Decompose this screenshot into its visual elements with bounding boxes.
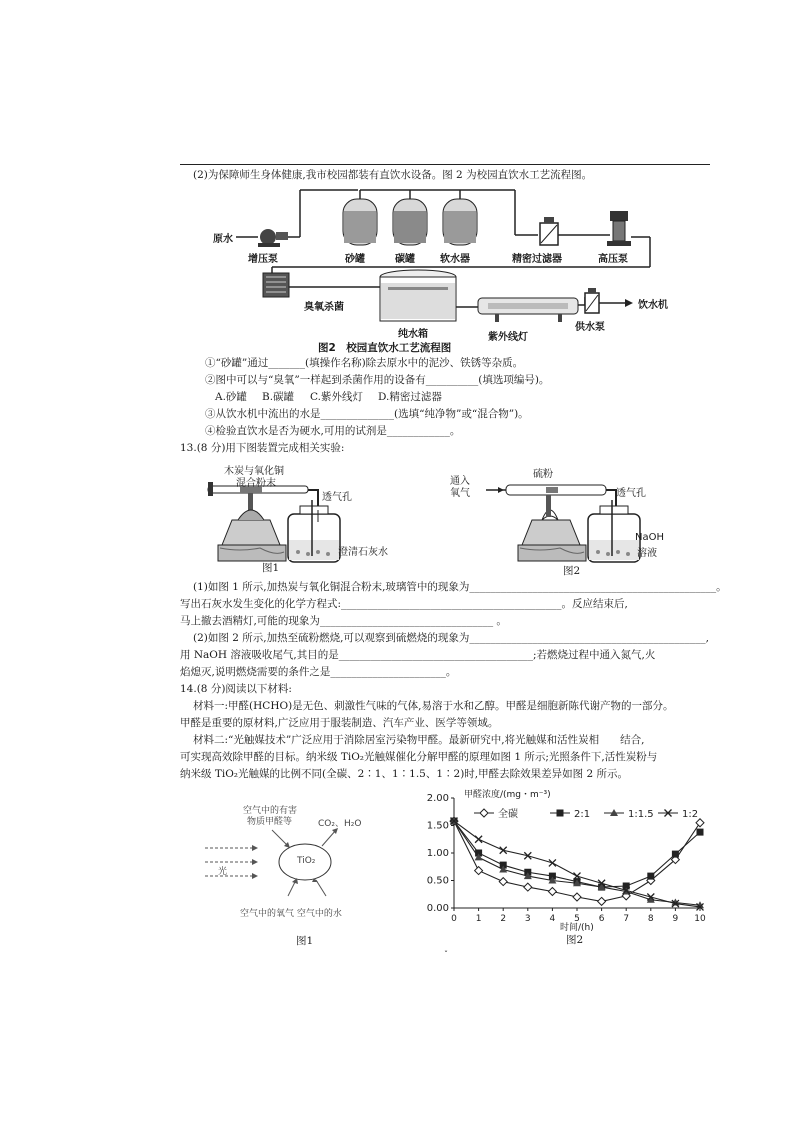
label-supply-pump: 供水泵 <box>575 322 605 333</box>
q14-m2b: 可实现高效除甲醛的目标。纳米级 TiO₂光触媒催化分解甲醛的原理如图 1 所示;光照条件下,活性炭粉与 <box>180 751 658 763</box>
fig1-label-limewater: 澄清石灰水 <box>338 547 388 558</box>
q12-option-d: D.精密过滤器 <box>378 391 442 403</box>
y-tick-label: 1.00 <box>426 848 449 859</box>
chart-caption: 图2 <box>566 934 584 946</box>
legend-label: 1:2 <box>682 809 699 820</box>
fig2-label-naoh: NaOH <box>635 532 664 543</box>
x-tick-label: 7 <box>623 914 630 924</box>
x-tick-label: 1 <box>475 914 482 924</box>
label-softener: 软水器 <box>440 254 470 265</box>
fig1-caption: 图1 <box>262 562 280 574</box>
q13-title: 13.(8 分)用下图装置完成相关实验: <box>180 442 345 454</box>
data-point-0 <box>499 878 507 886</box>
y-tick-label: 1.50 <box>426 820 449 832</box>
q13-p1a: (1)如图 1 所示,加热炭与氧化铜混合粉末,玻璃管中的现象为_______________________________________________。 <box>193 581 727 593</box>
data-point-0 <box>524 883 532 891</box>
fig1-top-label-1: 空气中的有害 <box>243 806 298 816</box>
y-tick-label: 0.50 <box>426 875 449 887</box>
chart-ylabel: 甲醛浓度/(mg・m⁻³) <box>464 790 551 800</box>
series-line-1 <box>454 821 700 887</box>
y-tick-label: 0.00 <box>426 903 449 914</box>
data-point-1 <box>647 873 654 880</box>
label-sand-tank: 砂罐 <box>345 254 365 265</box>
data-point-1 <box>672 851 679 858</box>
label-high-pressure-pump: 高压泵 <box>598 254 628 265</box>
q12-sub1: ①“砂罐”通过_______(填操作名称)除去原水中的泥沙、铁锈等杂质。 <box>205 357 524 369</box>
fig2-caption: 图2 <box>563 565 581 577</box>
x-tick-label: 0 <box>451 914 457 924</box>
q13-p1b: 写出石灰水发生变化的化学方程式:__________________________________________。反应结束后, <box>180 598 628 610</box>
uv-lamp-icon <box>478 298 578 322</box>
legend-label: 1:1.5 <box>628 809 654 820</box>
legend-label: 全碳 <box>498 809 518 820</box>
fig2-label-in: 通入 <box>450 476 470 487</box>
q14-m1b: 甲醛是重要的原材料,广泛应用于服装制造、汽车产业、医学等领域。 <box>180 717 499 729</box>
softener-tank-icon <box>443 190 477 245</box>
q14-m1a: 材料一:甲醛(HCHO)是无色、刺激性气味的气体,易溶于水和乙醇。甲醛是细胞新陈代谢产物的一部分。 <box>193 700 674 712</box>
high-pressure-pump-icon <box>607 211 631 246</box>
q12-sub2: ②图中可以与“臭氧”一样起到杀菌作用的设备有__________(填选项编号)。 <box>205 374 550 386</box>
fig2-label-o2: 氧气 <box>450 488 470 499</box>
q12-option-c: C.紫外线灯 <box>310 391 363 403</box>
legend-marker <box>480 809 488 817</box>
fig1-top-label-2: 物质甲醛等 <box>247 817 293 827</box>
label-pure-tank: 纯水箱 <box>398 329 428 340</box>
data-point-1 <box>697 829 704 836</box>
q13-apparatus <box>200 460 740 580</box>
water-process-diagram <box>210 185 680 355</box>
q12-option-b: B.碳罐 <box>262 391 295 403</box>
fig1-label-mix: 木炭与氧化铜 <box>224 466 284 477</box>
fig2-label-solution: 溶液 <box>637 548 657 559</box>
data-point-0 <box>548 888 556 896</box>
q12-option-a: A.砂罐 <box>215 391 247 403</box>
q14-m2c: 纳米级 TiO₂光触媒的比例不同(全碳、2∶1、1∶1.5、1∶2)时,甲醛去除效果差异如图 2 所示。 <box>180 768 629 780</box>
ozone-sterilizer-icon <box>263 273 289 297</box>
fig2-label-sulfur: 硫粉 <box>533 469 553 480</box>
precision-filter-icon <box>540 217 558 245</box>
arrow-icon <box>625 299 633 307</box>
page-mark: ˇ <box>444 950 448 959</box>
q14-m2a: 材料二:“光触媒技术”广泛应用于消除居室污染物甲醛。最新研究中,将光触媒和活性炭相 结合, <box>193 734 645 746</box>
legend-label: 2:1 <box>574 809 591 820</box>
fig1-label-mix2: 混合粉末 <box>236 478 276 489</box>
x-tick-label: 10 <box>694 914 706 924</box>
q14-fig1-caption: 图1 <box>296 935 314 947</box>
q13-p2c: 焰熄灭,说明燃烧需要的条件之是______________________。 <box>180 666 457 678</box>
pure-water-tank-icon <box>380 270 456 321</box>
fig1-light: 光 <box>218 867 228 877</box>
q13-p2b: 用 NaOH 溶液吸收尾气,其目的是_____________________________________;若燃烧过程中通入氮气,火 <box>180 649 656 661</box>
x-tick-label: 2 <box>500 914 507 924</box>
data-point-0 <box>573 893 581 901</box>
label-carbon-tank: 碳罐 <box>395 254 415 265</box>
series-line-0 <box>454 821 700 901</box>
x-tick-label: 5 <box>574 914 580 924</box>
fig2-caption: 图2 校园直饮水工艺流程图 <box>318 342 452 354</box>
booster-pump-icon <box>258 229 288 247</box>
x-tick-label: 6 <box>598 914 605 924</box>
x-tick-label: 3 <box>524 914 531 924</box>
label-raw-water: 原水 <box>213 234 233 245</box>
fig1-products: CO₂、H₂O <box>318 819 362 829</box>
fig2-label-vent: 透气孔 <box>616 488 646 499</box>
sand-tank-icon <box>300 190 377 245</box>
y-tick-label: 2.00 <box>426 793 449 804</box>
fig1-apparatus <box>208 482 340 562</box>
q13-p1c: 马上撤去酒精灯,可能的现象为_________________________________ 。 <box>180 615 507 627</box>
q12-intro: (2)为保障师生身体健康,我市校园都装有直饮水设备。图 2 为校园直饮水工艺流程图。 <box>193 169 593 181</box>
q12-sub4: ④检验直饮水是否为硬水,可用的试剂是____________。 <box>205 425 461 437</box>
label-ozone: 臭氧杀菌 <box>304 302 344 313</box>
supply-pump-icon <box>585 288 599 313</box>
q14-title: 14.(8 分)阅读以下材料: <box>180 683 292 695</box>
legend-marker <box>557 810 564 817</box>
label-dispenser: 饮水机 <box>638 300 668 311</box>
data-point-0 <box>598 897 606 905</box>
fig1-label-vent: 透气孔 <box>322 492 352 503</box>
label-precision-filter: 精密过滤器 <box>512 254 562 265</box>
fig1-bottom-label: 空气中的氧气 空气中的水 <box>240 909 342 919</box>
x-tick-label: 9 <box>672 914 679 924</box>
carbon-tank-icon <box>393 190 427 245</box>
label-booster-pump: 增压泵 <box>248 254 278 265</box>
label-uv-lamp: 紫外线灯 <box>488 332 528 343</box>
q13-p2a: (2)如图 2 所示,加热至硫粉燃烧,可以观察到硫燃烧的现象为_____________________________________________, <box>193 632 709 644</box>
x-tick-label: 8 <box>647 914 654 924</box>
data-point-0 <box>475 867 483 875</box>
q12-sub3: ③从饮水机中流出的水是______________(选填“纯净物”或“混合物”)。 <box>205 408 529 420</box>
fig1-center: TiO₂ <box>297 856 316 866</box>
top-rule <box>180 164 710 165</box>
chart-xlabel: 时间/(h) <box>560 923 594 933</box>
x-tick-label: 4 <box>549 914 556 924</box>
